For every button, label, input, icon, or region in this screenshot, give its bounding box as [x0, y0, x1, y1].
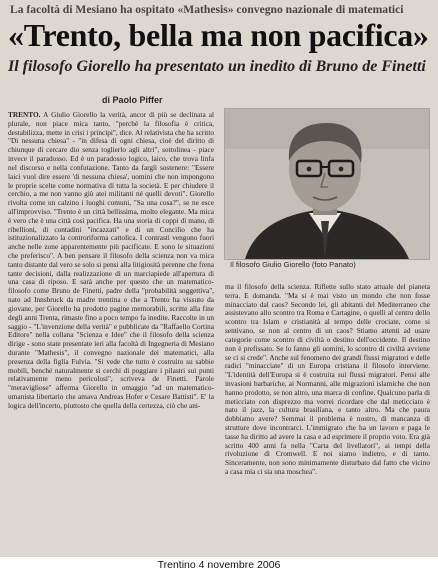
article-headline: «Trento, bella ma non pacifica»	[8, 17, 429, 53]
article-body-left: A Giulio Giorello la verità, ancor di più se declinata al plurale, non piace mica tanto, "perché la filosofia è critica, destabilizza, mette in crisi i principi", dice. Al relativista che ha scritto "Di nessuna chiesa" - "in difesa di ogni chiesa, cioè del diritto di chiunque di cercare dio senza toglierlo agli altri", sottolinea - piace invece il paradosso. Ed è un paradosso logico, laico, che trova linfa nel discorso e nella confutazione. Tanto da fargli sostenere: "Essere laici vuol dire essere 'di nessuna chiesa', uomini che non impongono le proprie scelte come normativa di tutta la società. E per chiudere il cerchio, a me non vanno giù atei militanti né quelli devoti". Giorello rivolta come un calzino i luoghi comuni, "Sa una cosa?", se ne esce all'improvviso. "Trento è un città bellissima, molto elegante. Ma mica è vero che è una città così pacifica. Ha una storia di coppi di mano, di ribellioni, di contadini "incazzati" e di un Concilio che ha istituzionalizzato la controriforma cattolica. I contrasti vengono fuori anche nelle zone apparentemente più pacificate. E sono le situazioni che preferisco". A ben pensare il filosofo della scienza non va mica tanto distante dal vero se solo si pensi alla litigiosità perenne che frena tante decisioni, dalla realizzazione di un marciapiede all'apertura di una casa di riposo. E sarà anche per questo che un matematico-filosofo come Bruno de Finetti, padre della "probabilità soggettiva", nato ad Innsbruck da madre trentina e che a Trento ha vissuto da giovane, per Giorello ha prodotto pagine memorabili, scritte alla fine degli anni Trenta, rimaste fino a poco tempo fa inedite. Raccolte in un saggio - "L'invenzione della verità" e pubblicate da "Raffaello Cortina Editore" nella collana "Scienza e Idee" che il filosofo della scienza dirige - sono state presentate ieri alla facoltà di Ingegneria di Mesiano durante "Mathesis", il convegno nazionale dei matematici, alla presenza della figlia Fulvia. "Si vede che tutto è costruito su sabbie mobili, benché naturalmente si cerchi di poggiare i pilastri sui punti relativamente meno pericolosi", scriveva de Finetti. Parole "meravigliose" afferma Giorello in omaggio "ad un matematico-umanista libertario che amava Andreas Hofer e Cesare Battisti". E' la logica dell'incerto, piuttosto che quella della certezza, ciò che ani-	[8, 111, 214, 410]
article-column-right	[225, 283, 430, 557]
article-column-left	[8, 111, 214, 557]
article-subhead: Il filosofo Giorello ha presentato un inedito di Bruno de Finetti	[8, 58, 426, 75]
photo-caption: Il filosofo Giulio Giorello (foto Panato)	[230, 260, 356, 269]
article-byline: di Paolo Piffer	[102, 95, 163, 105]
dateline: TRENTO.	[8, 111, 41, 119]
article-body-right: ma il filosofo della scienza. Riflette sullo stato attuale del pianeta terra. E domanda. "Ma si è mai visto un mondo che non fosse minacciato dal caos? Secondo lei, gli abitanti del Mediterraneo che assistevano allo scontro tra Roma e Cartagine, o quelli al centro dello scontro tra Islam e cristianità al tempo delle crociate, come si sentivano, se non al centro di un caos? Stiamo attenti ad usare categorie come scontro di civiltà o destino dell'occidente. Il destino non è prefissato. Se lo fanno gli uomini, lo scontro di civiltà avviene se ci si crede". Anche sul fenomeno dei grandi flussi migratori e delle radici "minacciate" di un Europa cristiana il filosofo interviene. "L'identità dell'Europa si è costruita sui flussi migratori. Pensi alle invasioni barbariche, ai Normanni, alle migrazioni islamiche che non hanno prodotto, se non altro, una marca di confine. Qualcuno parla di meticciato con disprezzo ma vorrei ricordare che dal meticciato è nato il jazz, la cultura brasiliana, e tanto altro. Ma che paura dobbiamo avere? Semmai il problema è nostro, di mancanza di strutture dove incontrarci. L'immigrato che ha un lavoro e paga le tasse ha diritto ad avere la casa e ad esprimere il proprio voto. Era già scritto 400 anni fa nella "Carta del livellatori", ai tempi della rivoluzione di Cromwell. E noi siamo indietro, e di tanto. Sinceramente, non sono minimamente disturbato dal fatto che vicino a casa mia ci sia una moschea".	[225, 283, 430, 477]
portrait-illustration	[225, 109, 429, 259]
portrait-photo	[224, 108, 430, 260]
source-footer: Trentino 4 novembre 2006	[0, 557, 438, 573]
article-kicker: La facoltà di Mesiano ha ospitato «Mathesis» convegno nazionale di matematici	[10, 3, 404, 16]
